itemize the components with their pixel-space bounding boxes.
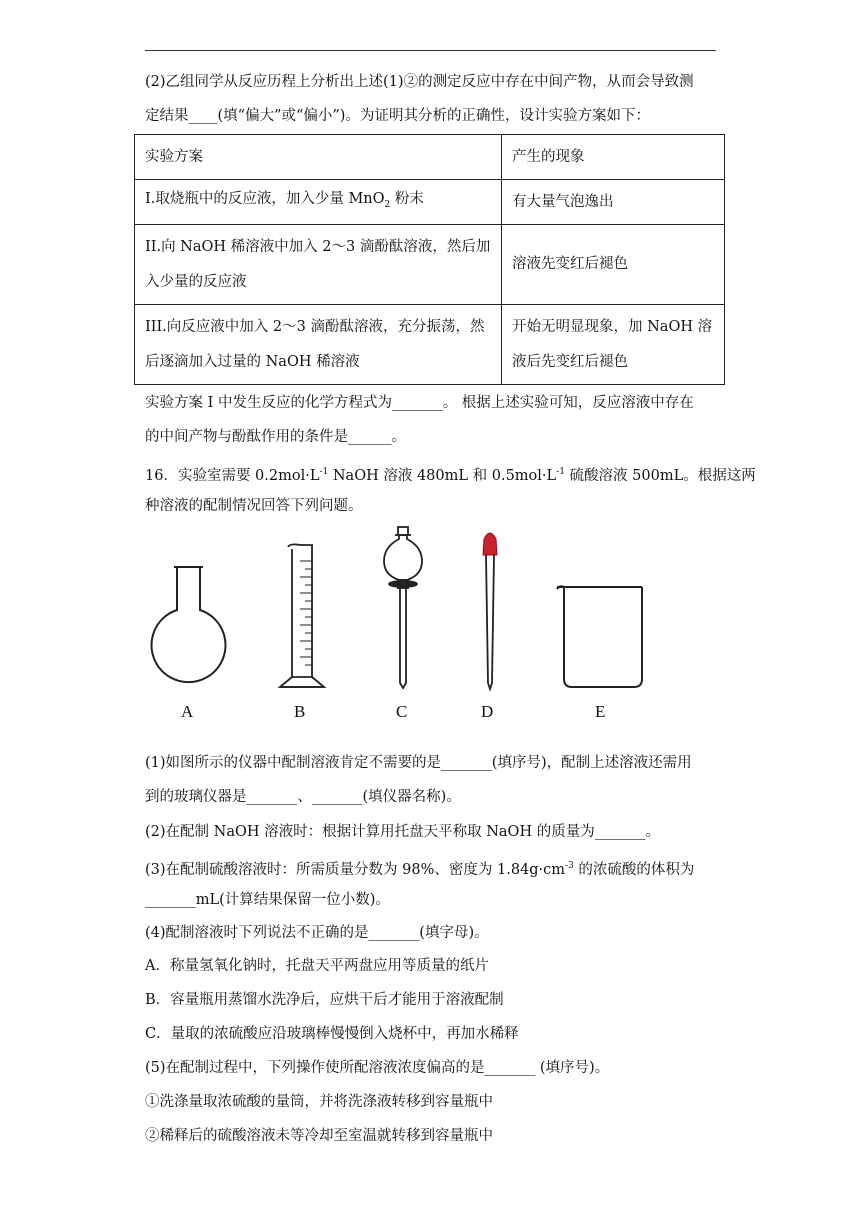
graduated-cylinder-icon [280,544,324,687]
q16-sup2: -1 [556,467,565,477]
q16-3-line2: _______mL(计算结果保留一位小数)。 [145,892,390,908]
q16-3-sup: -3 [565,861,574,871]
q16-4-option-c: C．量取的浓硫酸应沿玻璃棒慢慢倒入烧杯中，再加水稀释 [145,1026,519,1042]
q16-3-line1 [145,849,725,887]
table-row [135,225,725,305]
table-header-plan: 实验方案 [135,135,502,180]
table-header-row [135,135,725,180]
q16-sup1: -1 [319,467,329,477]
q16-4-option-a: A．称量氢氧化钠时，托盘天平两盘应用等质量的纸片 [145,958,489,974]
table-cell-result-1: 有大量气泡逸出 [502,180,725,225]
plan-3-line2: 后逐滴加入过量的 NaOH 稀溶液 [145,353,360,370]
instruments-figure [140,525,660,700]
q16-text-b: NaOH 溶液 480mL 和 0.5mol·L [328,467,557,484]
q16-5-item-1: ①洗涤量取浓硫酸的量筒，并将洗涤液转移到容量瓶中 [145,1094,493,1110]
plan-2-line1: II.向 NaOH 稀溶液中加入 2～3 滴酚酞溶液，然后加 [145,238,491,255]
result-3-line1: 开始无明显现象，加 NaOH 溶 [512,318,713,335]
q16-1-line1: (1)如图所示的仪器中配制溶液肯定不需要的是_______(填序号)，配制上述溶液还需用 [145,755,692,771]
after-table-line1: 实验方案 I 中发生反应的化学方程式为_______。 根据上述实验可知，反应溶液中存在 [145,395,694,411]
experiment-table [134,134,725,385]
q15-part2-line2: 定结果____(填“偏大”或“偏小”)。为证明其分析的正确性，设计实验方案如下： [145,108,650,124]
table-cell-result-3 [502,305,725,385]
instrument-label-e: E [595,702,606,721]
table-row [135,180,725,225]
table-header-result: 产生的现象 [502,135,725,180]
plan-2-line2: 入少量的反应液 [145,273,247,290]
instrument-label-d: D [481,702,494,721]
table-row [135,305,725,385]
header-rule [145,50,716,51]
q16-4-option-b: B．容量瓶用蒸馏水洗净后，应烘干后才能用于溶液配制 [145,992,504,1008]
q16-line1 [145,455,756,493]
q16-text-a: 16．实验室需要 0.2mol·L [145,467,320,484]
table-cell-plan-3 [135,305,502,385]
round-bottom-flask-icon [152,567,226,682]
table-cell-plan-1 [135,180,502,225]
q16-3-text-a: (3)在配制硫酸溶液时：所需质量分数为 98%、密度为 1.84g·cm [145,861,566,878]
q16-text-c: 硫酸溶液 500mL。根据这两 [564,467,756,484]
after-table-line2: 的中间产物与酚酞作用的条件是______。 [145,429,406,445]
instrument-label-c: C [396,702,408,721]
q16-5: (5)在配制过程中，下列操作使所配溶液浓度偏高的是_______ (填序号)。 [145,1060,610,1076]
q16-1-line2: 到的玻璃仪器是_______、_______(填仪器名称)。 [145,789,461,805]
q16-4: (4)配制溶液时下列说法不正确的是_______(填字母)。 [145,925,489,941]
beaker-icon [557,586,642,687]
q16-2: (2)在配制 NaOH 溶液时：根据计算用托盘天平称取 NaOH 的质量为_______。 [145,824,660,840]
plan-1-subscript: 2 [384,199,391,210]
dropper-icon [483,533,497,689]
result-3-line2: 液后先变红后褪色 [512,353,628,370]
plan-1-text-end: 粉末 [390,190,424,207]
q15-part2-line1: (2)乙组同学从反应历程上分析出上述(1)②的测定反应中存在中间产物，从而会导致测 [145,74,694,90]
q16-3-text-b: 的浓硫酸的体积为 [573,861,695,878]
separatory-funnel-icon [384,527,422,688]
table-cell-result-2: 溶液先变红后褪色 [502,225,725,305]
instrument-label-b: B [294,702,306,721]
q16-line2: 种溶液的配制情况回答下列问题。 [145,498,363,514]
plan-3-line1: III.向反应液中加入 2～3 滴酚酞溶液，充分振荡，然 [145,318,485,335]
q16-5-item-2: ②稀释后的硫酸溶液未等冷却至室温就转移到容量瓶中 [145,1128,493,1144]
instrument-label-a: A [181,702,194,721]
plan-1-text: I.取烧瓶中的反应液，加入少量 MnO [145,190,385,207]
table-cell-plan-2 [135,225,502,305]
